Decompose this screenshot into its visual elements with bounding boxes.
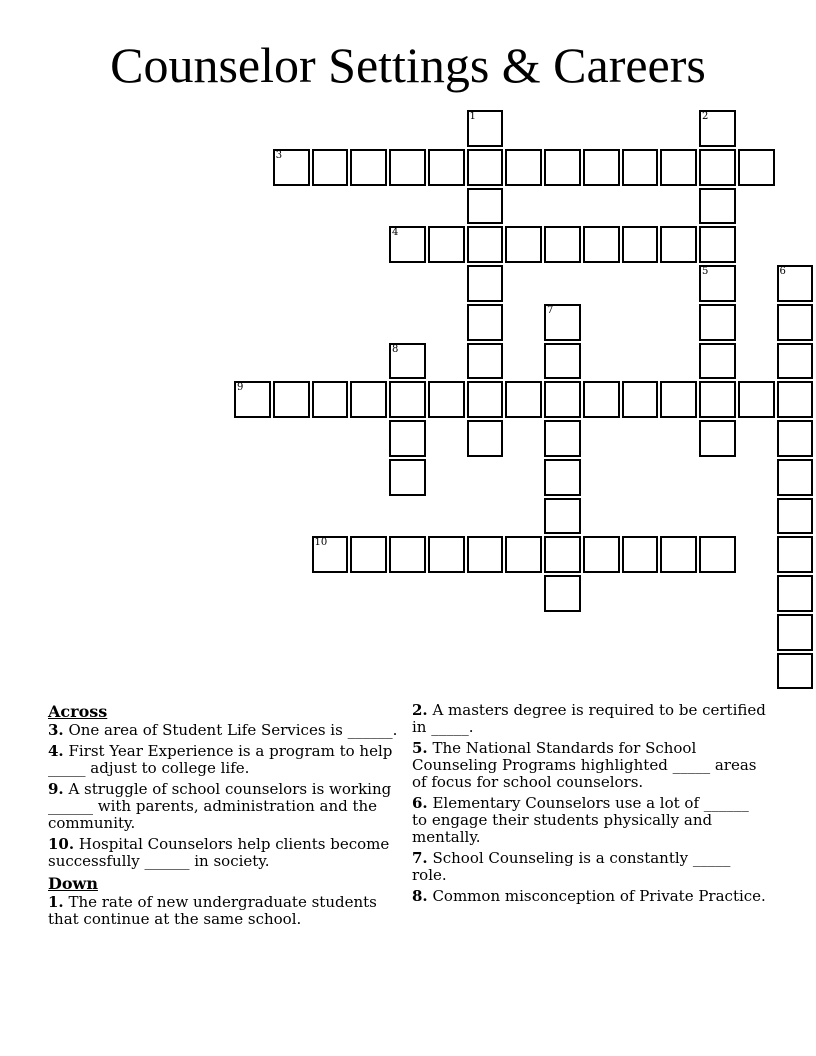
grid-cell[interactable] bbox=[777, 420, 814, 457]
grid-cell[interactable] bbox=[699, 110, 736, 147]
grid-cell[interactable] bbox=[777, 498, 814, 535]
grid-cell[interactable] bbox=[350, 536, 387, 573]
down-heading: Down bbox=[48, 874, 98, 893]
grid-cell[interactable] bbox=[738, 149, 775, 186]
grid-cell[interactable] bbox=[699, 226, 736, 263]
grid-cell[interactable] bbox=[660, 381, 697, 418]
grid-cell[interactable] bbox=[234, 381, 271, 418]
grid-cell[interactable] bbox=[544, 149, 581, 186]
grid-cell[interactable] bbox=[622, 226, 659, 263]
grid-cell[interactable] bbox=[350, 381, 387, 418]
grid-cell[interactable] bbox=[699, 420, 736, 457]
grid-cell[interactable] bbox=[505, 226, 542, 263]
grid-cell[interactable] bbox=[777, 653, 814, 690]
clue-down-6: 6. Elementary Counselors use a lot of ______ to engage their students physically and mentally. bbox=[412, 794, 749, 846]
grid-cell[interactable] bbox=[312, 149, 349, 186]
clue-across-4: 4. First Year Experience is a program to help _____ adjust to college life. bbox=[48, 742, 393, 777]
clue-down-1: 1. The rate of new undergraduate students that continue at the same school. bbox=[48, 893, 377, 928]
grid-cell[interactable] bbox=[699, 381, 736, 418]
grid-cell[interactable] bbox=[467, 226, 504, 263]
grid-cell[interactable] bbox=[738, 381, 775, 418]
grid-cell[interactable] bbox=[389, 459, 426, 496]
grid-cell[interactable] bbox=[777, 265, 814, 302]
clue-down-7: 7. School Counseling is a constantly _____ role. bbox=[412, 849, 731, 884]
grid-cell[interactable] bbox=[389, 420, 426, 457]
grid-cell[interactable] bbox=[389, 381, 426, 418]
clue-number: 5 bbox=[702, 266, 709, 277]
clue-number: 10 bbox=[314, 537, 328, 549]
grid-cell[interactable] bbox=[699, 265, 736, 302]
grid-cell[interactable] bbox=[467, 188, 504, 225]
grid-cell[interactable] bbox=[622, 381, 659, 418]
grid-cell[interactable] bbox=[428, 226, 465, 263]
grid-cell[interactable] bbox=[699, 188, 736, 225]
grid-cell[interactable] bbox=[467, 304, 504, 341]
grid-cell[interactable] bbox=[777, 459, 814, 496]
grid-cell[interactable] bbox=[505, 536, 542, 573]
grid-cell[interactable] bbox=[389, 149, 426, 186]
grid-cell[interactable] bbox=[777, 536, 814, 573]
grid-cell[interactable] bbox=[544, 343, 581, 380]
grid-cell[interactable] bbox=[389, 536, 426, 573]
clue-number: 9 bbox=[237, 382, 244, 394]
grid-cell[interactable] bbox=[660, 226, 697, 263]
clues-column-left bbox=[48, 702, 400, 932]
grid-cell[interactable] bbox=[467, 420, 504, 457]
grid-cell[interactable] bbox=[544, 536, 581, 573]
grid-cell[interactable] bbox=[777, 381, 814, 418]
clue-across-10: 10. Hospital Counselors help clients become successfully ______ in society. bbox=[48, 835, 390, 870]
grid-cell[interactable] bbox=[467, 381, 504, 418]
grid-cell[interactable] bbox=[622, 149, 659, 186]
clue-number: 8 bbox=[392, 343, 399, 355]
clue-number: 6 bbox=[779, 266, 786, 277]
grid-cell[interactable] bbox=[544, 226, 581, 263]
grid-cell[interactable] bbox=[273, 149, 310, 186]
page-title: Counselor Settings & Careers bbox=[110, 37, 706, 93]
grid-cell[interactable] bbox=[389, 226, 426, 263]
grid-cell[interactable] bbox=[428, 149, 465, 186]
grid-cell[interactable] bbox=[583, 149, 620, 186]
grid-cell[interactable] bbox=[505, 381, 542, 418]
grid-cell[interactable] bbox=[544, 459, 581, 496]
grid-cell[interactable] bbox=[699, 149, 736, 186]
grid-cell[interactable] bbox=[583, 381, 620, 418]
grid-cell[interactable] bbox=[699, 304, 736, 341]
grid-cell[interactable] bbox=[467, 149, 504, 186]
grid-cell[interactable] bbox=[505, 149, 542, 186]
clue-number: 3 bbox=[275, 149, 283, 161]
clue-number: 4 bbox=[392, 227, 399, 239]
grid-cell[interactable] bbox=[544, 304, 581, 341]
grid-cell[interactable] bbox=[544, 575, 581, 612]
clue-down-5: 5. The National Standards for School Counseling Programs highlighted _____ areas of focus for school counselors. bbox=[412, 739, 757, 791]
grid-cell[interactable] bbox=[428, 536, 465, 573]
grid-cell[interactable] bbox=[467, 343, 504, 380]
grid-cell[interactable] bbox=[428, 381, 465, 418]
grid-cell[interactable] bbox=[389, 343, 426, 380]
grid-cell[interactable] bbox=[660, 149, 697, 186]
grid-cell[interactable] bbox=[777, 304, 814, 341]
grid-cell[interactable] bbox=[544, 498, 581, 535]
clue-number: 1 bbox=[469, 111, 476, 122]
grid-cell[interactable] bbox=[312, 381, 349, 418]
grid-cell[interactable] bbox=[777, 614, 814, 651]
clue-down-8: 8. Common misconception of Private Practice. bbox=[412, 887, 766, 905]
grid-cell[interactable] bbox=[544, 420, 581, 457]
grid-cell[interactable] bbox=[699, 343, 736, 380]
grid-cell[interactable] bbox=[699, 536, 736, 573]
grid-cell[interactable] bbox=[467, 536, 504, 573]
across-heading: Across bbox=[48, 702, 108, 721]
grid-cell[interactable] bbox=[467, 110, 504, 147]
grid-cell[interactable] bbox=[777, 575, 814, 612]
grid-cell[interactable] bbox=[583, 536, 620, 573]
clue-across-3: 3. One area of Student Life Services is ______. bbox=[48, 721, 398, 739]
grid-cell[interactable] bbox=[312, 536, 349, 573]
grid-cell[interactable] bbox=[467, 265, 504, 302]
clue-number: 7 bbox=[547, 304, 554, 316]
grid-cell[interactable] bbox=[273, 381, 310, 418]
clue-across-9: 9. A struggle of school counselors is working ______ with parents, administration and the community. bbox=[48, 780, 392, 832]
grid-cell[interactable] bbox=[622, 536, 659, 573]
clues-column-right bbox=[412, 702, 768, 909]
clue-down-2: 2. A masters degree is required to be certified in _____. bbox=[412, 701, 766, 736]
grid-cell[interactable] bbox=[544, 381, 581, 418]
grid-cell[interactable] bbox=[777, 343, 814, 380]
clue-number: 2 bbox=[702, 111, 709, 122]
grid-cell[interactable] bbox=[660, 536, 697, 573]
grid-cell[interactable] bbox=[583, 226, 620, 263]
grid-cell[interactable] bbox=[350, 149, 387, 186]
